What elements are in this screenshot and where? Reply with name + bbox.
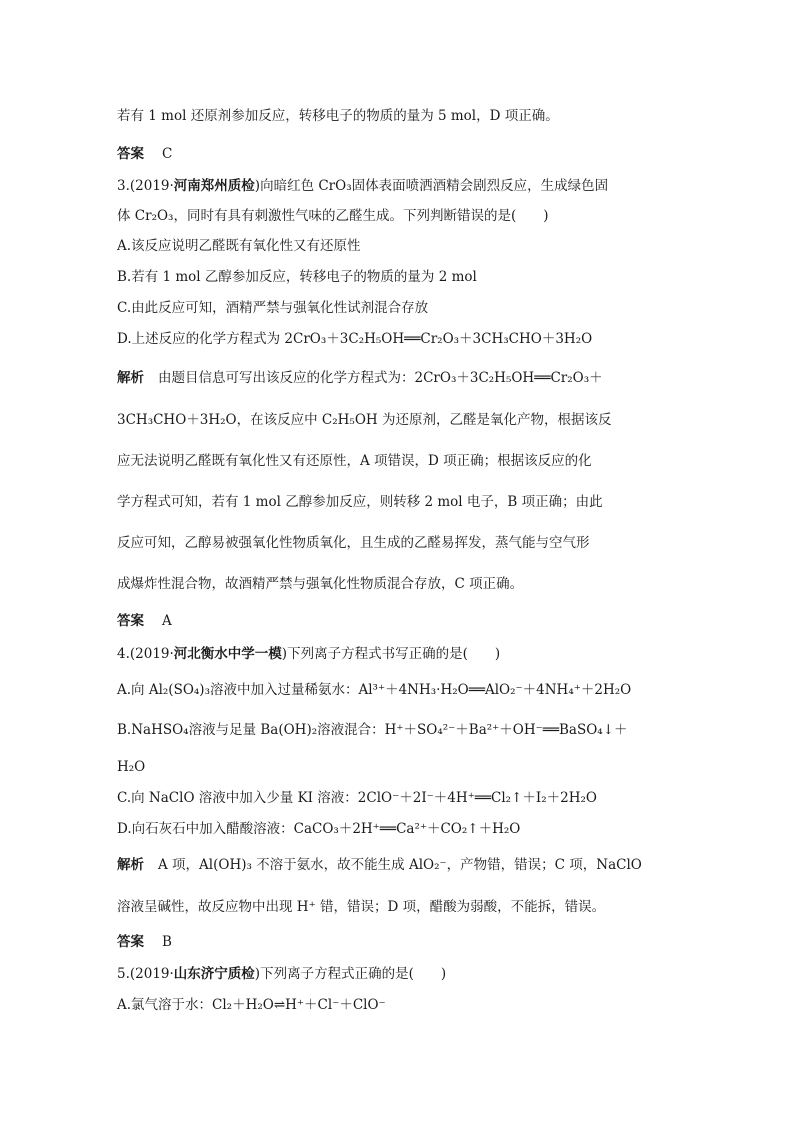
explanation-text: 由题目信息可写出该反应的化学方程式为：2CrO₃＋3C₂H₅OH══Cr₂O₃＋ bbox=[158, 370, 603, 386]
question-number: 5.(2019· bbox=[117, 966, 174, 982]
answer-value: B bbox=[162, 934, 172, 950]
answer-line bbox=[117, 932, 694, 952]
option-a: A.该反应说明乙醛既有氧化性又有还原性 bbox=[117, 238, 361, 254]
question-number: 3.(2019· bbox=[117, 178, 174, 194]
option-c: C.向 NaClO 溶液中加入少量 KI 溶液：2ClO⁻＋2I⁻＋4H⁺══Cl₂↑＋I₂＋2H₂O bbox=[117, 790, 597, 806]
explanation-label: 解析 bbox=[117, 370, 144, 386]
explanation-line bbox=[117, 368, 694, 388]
question-number: 4.(2019· bbox=[117, 646, 174, 662]
question-source: 山东济宁质检 bbox=[173, 966, 255, 982]
explanation-line: 成爆炸性混合物，故酒精严禁与强氧化性物质混合存放，C 项正确。 bbox=[117, 576, 524, 592]
option-b-cont: H₂O bbox=[117, 759, 146, 775]
answer-label: 答案 bbox=[117, 146, 144, 162]
explanation-line: 应无法说明乙醛既有氧化性又有还原性，A 项错误，D 项正确；根据该反应的化 bbox=[117, 453, 592, 469]
answer-label: 答案 bbox=[117, 613, 144, 629]
explanation-text: A 项，Al(OH)₃ 不溶于氨水，故不能生成 AlO₂⁻，产物错，错误；C 项，NaClO bbox=[158, 857, 642, 873]
explanation-line bbox=[117, 855, 694, 875]
question-4-stem bbox=[117, 644, 694, 664]
answer-line bbox=[117, 144, 694, 164]
question-3-stem bbox=[117, 176, 694, 196]
explanation-line: 学方程式可知，若有 1 mol 乙醇参加反应，则转移 2 mol 电子，B 项正确；由此 bbox=[117, 494, 603, 510]
option-b: B.NaHSO₄溶液与足量 Ba(OH)₂溶液混合：H⁺＋SO₄²⁻＋Ba²⁺＋OH⁻══BaSO₄↓＋ bbox=[117, 722, 628, 738]
answer-value: A bbox=[162, 613, 172, 629]
text-line: 若有 1 mol 还原剂参加反应，转移电子的物质的量为 5 mol，D 项正确。 bbox=[117, 108, 559, 124]
option-c: C.由此反应可知，酒精严禁与强氧化性试剂混合存放 bbox=[117, 300, 429, 316]
question-text: )下列离子方程式书写正确的是( ) bbox=[281, 646, 501, 662]
question-text: )向暗红色 CrO₃固体表面喷洒酒精会剧烈反应，生成绿色固 bbox=[254, 178, 609, 194]
question-source: 河南郑州质检 bbox=[173, 178, 255, 194]
question-source: 河北衡水中学一模 bbox=[173, 646, 282, 662]
question-text: )下列离子方程式正确的是( ) bbox=[254, 966, 447, 982]
answer-line bbox=[117, 611, 694, 631]
option-a: A.氯气溶于水：Cl₂＋H₂O⇌H⁺＋Cl⁻＋ClO⁻ bbox=[117, 997, 386, 1013]
option-d: D.上述反应的化学方程式为 2CrO₃＋3C₂H₅OH══Cr₂O₃＋3CH₃CHO＋3H₂O bbox=[117, 331, 593, 347]
explanation-line: 溶液呈碱性，故反应物中出现 H⁺ 错，错误；D 项，醋酸为弱酸，不能拆，错误。 bbox=[117, 899, 606, 915]
answer-value: C bbox=[162, 146, 173, 162]
option-a: A.向 Al₂(SO₄)₃溶液中加入过量稀氨水：Al³⁺＋4NH₃·H₂O══AlO₂⁻＋4NH₄⁺＋2H₂O bbox=[117, 682, 632, 698]
question-5-stem bbox=[117, 964, 694, 984]
explanation-line: 3CH₃CHO＋3H₂O，在该反应中 C₂H₅OH 为还原剂，乙醛是氧化产物，根据该反 bbox=[117, 412, 612, 428]
option-d: D.向石灰石中加入醋酸溶液：CaCO₃＋2H⁺══Ca²⁺＋CO₂↑＋H₂O bbox=[117, 821, 521, 837]
question-3-stem-cont: 体 Cr₂O₃，同时有具有刺激性气味的乙醛生成。下列判断错误的是( ) bbox=[117, 208, 549, 224]
answer-label: 答案 bbox=[117, 934, 144, 950]
explanation-label: 解析 bbox=[117, 857, 144, 873]
explanation-line: 反应可知，乙醇易被强氧化性物质氧化，且生成的乙醛易挥发，蒸气能与空气形 bbox=[117, 535, 590, 551]
option-b: B.若有 1 mol 乙醇参加反应，转移电子的物质的量为 2 mol bbox=[117, 269, 477, 285]
